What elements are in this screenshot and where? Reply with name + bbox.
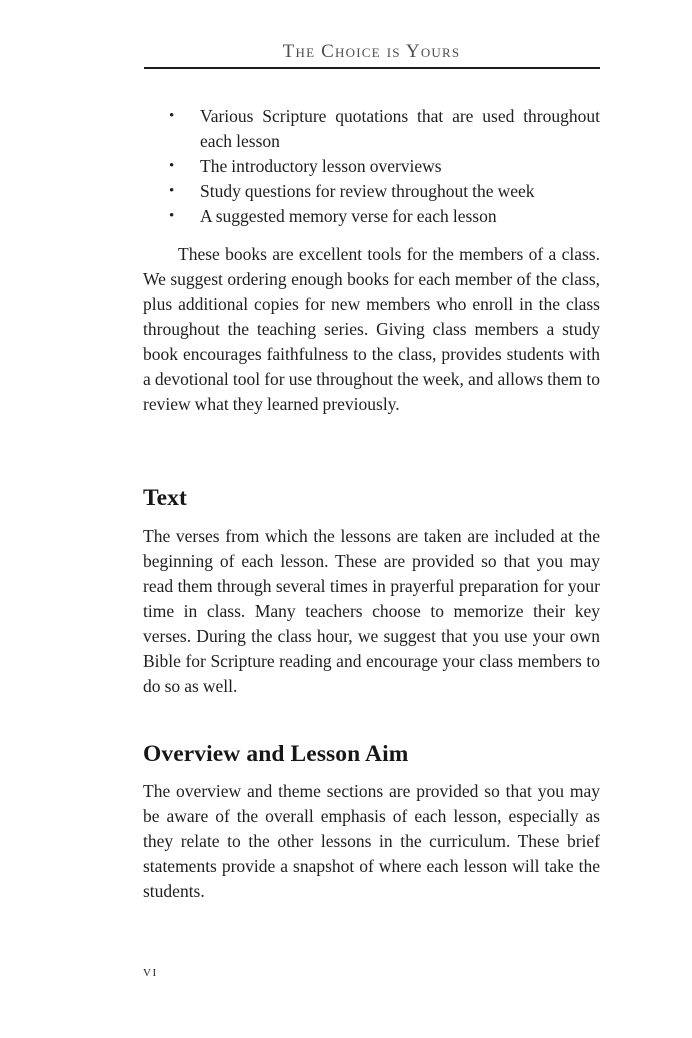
- list-item-text: The introductory lesson overviews: [200, 156, 442, 176]
- section-paragraph-overview: The overview and theme sections are provided so that you may be aware of the overall emphasis of each lesson, especially as they relate to the other lessons in the curriculum. These brief statements provide a snapshot of where each lesson will take the students.: [143, 781, 600, 901]
- running-header-title: The Choice is Yours: [282, 41, 461, 62]
- page-number: vi: [143, 963, 158, 980]
- feature-bullet-list: [143, 104, 600, 229]
- list-item-text: A suggested memory verse for each lesson: [200, 206, 497, 226]
- list-item: [143, 204, 600, 229]
- bullet-icon: •: [169, 158, 175, 174]
- list-item: [143, 179, 600, 204]
- section-heading-overview-and-lesson-aim: Overview and Lesson Aim: [143, 741, 409, 767]
- list-item-text: Various Scripture quotations that are used throughout each lesson: [200, 106, 600, 151]
- bullet-icon: •: [169, 108, 175, 124]
- list-item: [143, 154, 600, 179]
- bullet-icon: •: [169, 183, 175, 199]
- bullet-icon: •: [169, 208, 175, 224]
- intro-paragraph: These books are excellent tools for the members of a class. We suggest ordering enough books for each member of the class, plus additional copies for new members who enroll in the class throughout the teaching series. Giving class members a study book encourages faithfulness to the class, provides students with a devotional tool for use throughout the week, and allows them to review what they learned previously.: [143, 244, 600, 414]
- section-paragraph-text: The verses from which the lessons are taken are included at the beginning of each lesson. These are provided so that you may read them through several times in prayerful preparation for your time in class. Many teachers choose to memorize their key verses. During the class hour, we suggest that you use your own Bible for Scripture reading and encourage your class members to do so as well.: [143, 526, 600, 696]
- list-item-text: Study questions for review throughout the week: [200, 181, 535, 201]
- list-item: [143, 104, 600, 154]
- header-divider-rule: [144, 67, 600, 69]
- section-heading-text: Text: [143, 485, 187, 511]
